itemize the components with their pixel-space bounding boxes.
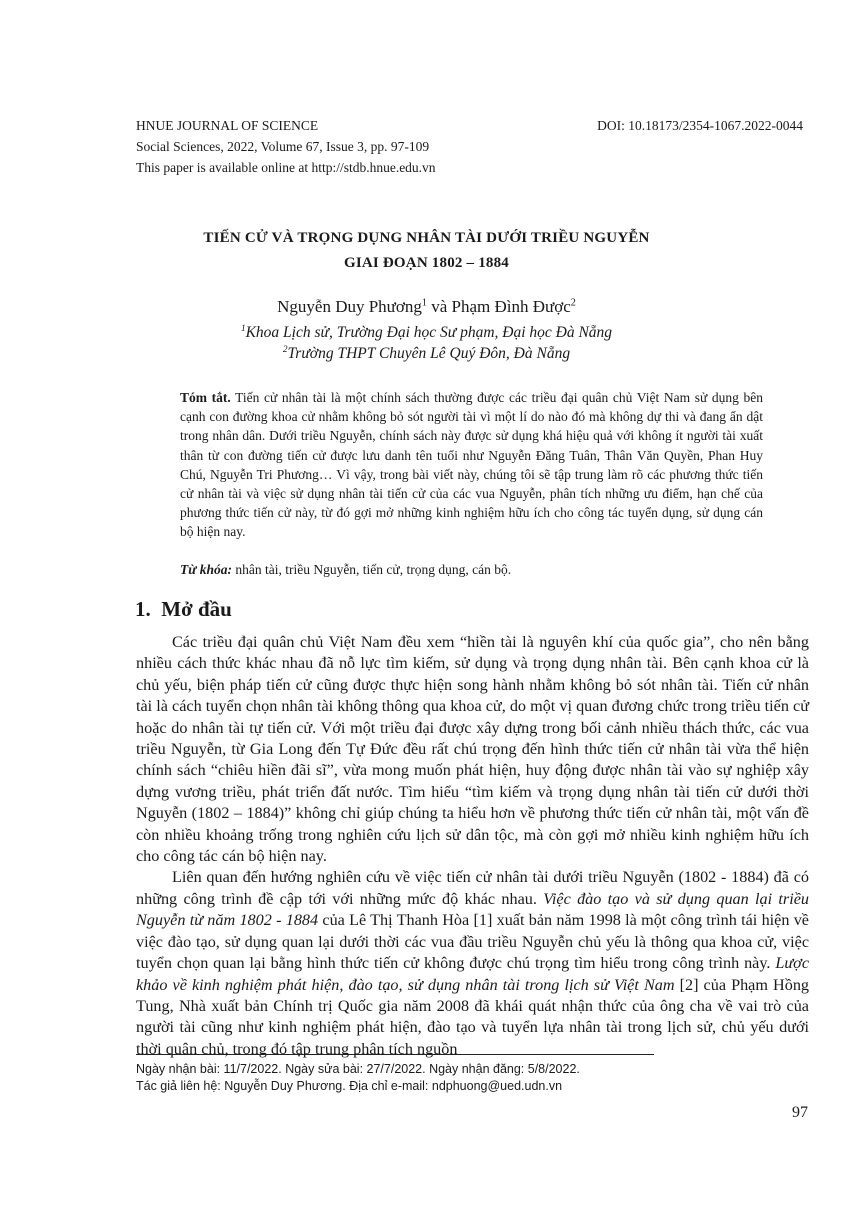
abstract [180,388,763,542]
section-title: Mở đầu [161,597,232,621]
paragraph-2 [136,867,809,1060]
paper-title-line1: TIẾN CỬ VÀ TRỌNG DỤNG NHÂN TÀI DƯỚI TRIỀU NGUYỄN [203,230,650,246]
affiliation-2 [0,345,853,363]
keywords [180,560,763,579]
page-number: 97 [792,1104,808,1121]
affiliation-1 [0,324,853,342]
footnote-contact: Tác giả liên hệ: Nguyễn Duy Phương. Địa chỉ e-mail: ndphuong@ued.udn.vn [136,1079,563,1093]
section-number: 1. [135,597,151,621]
volume-line: Social Sciences, 2022, Volume 67, Issue 3, pp. 97-109 [136,139,430,154]
affiliation-1-text: Khoa Lịch sử, Trường Đại học Sư phạm, Đại học Đà Nẵng [245,324,613,341]
footnote-divider [136,1054,654,1055]
authors [0,297,853,317]
abstract-label: Tóm tắt. [180,390,231,405]
abstract-text: Tiến cử nhân tài là một chính sách thường được các triều đại quân chủ Việt Nam sử dụng bên cạnh con đường khoa cử nhằm không bỏ sót người tài vì một lí do nào đó mà không dự thi và đang ẩn dật trong nhân dân. Dưới triều Nguyễn, chính sách này được sử dụng khá hiệu quả với không ít người tài xuất thân từ con đường tiến cử được lưu danh tên tuổi như Nguyễn Đăng Tuân, Thân Văn Quyền, Phan Huy Chú, Nguyễn Tri Phương… Vì vậy, trong bài viết này, chúng tôi sẽ tập trung làm rõ các phương thức tiến cử nhân tài và việc sử dụng nhân tài tiến cử của các vua Nguyễn, phân tích những ưu điểm, hạn chế của phương thức tiến cử này, từ đó gợi mở những kinh nghiệm hữu ích cho công tác tuyển dụng, sử dụng cán bộ hiện nay. [180,390,763,540]
author-1: Nguyễn Duy Phương [277,297,422,316]
body-text [136,632,809,1060]
paragraph-2-part: của Lê Thị Thanh Hòa [1] xuất bản năm 1998 là một công trình tái hiện về việc đào tạo, sử dụng quan lại dưới thời các vua đầu triều Nguyễn chủ yếu là thông qua khoa cử, việc tuyển chọn quan lại bằng hình thức tiến cử không được chú trọng tìm hiểu trong công trình này. [136,911,809,973]
affiliation-2-text: Trường THPT Chuyên Lê Quý Đôn, Đà Nẵng [287,345,571,362]
keywords-text: nhân tài, triều Nguyễn, tiến cử, trọng dụng, cán bộ. [231,562,512,577]
journal-name: HNUE JOURNAL OF SCIENCE [136,118,319,133]
author-2-affil-mark: 2 [570,297,576,309]
online-line: This paper is available online at http://stdb.hnue.edu.vn [136,160,436,175]
paper-title-line2: GIAI ĐOẠN 1802 – 1884 [343,255,510,271]
author-2: Phạm Đình Được [451,297,571,316]
cited-work-title: Lược khảo về kinh nghiệm phát hiện, đào tạo, sử dụng nhân tài trong lịch sử Việt Nam [136,954,809,994]
author-connector: và [426,297,452,316]
paragraph-1: Các triều đại quân chủ Việt Nam đều xem “hiền tài là nguyên khí của quốc gia”, cho nên bằng nhiều cách thức khác nhau đã nỗ lực tìm kiếm, sử dụng và trọng dụng nhân tài. Bên cạnh khoa cử là chủ yếu, biện pháp tiến cử cũng được thực hiện song hành nhằm không bỏ sót nhân tài. Tiến cử nhân tài là cách tuyển chọn nhân tài không thông qua khoa cử, do một vị quan đương chức trong triều tiến cử hoặc do nhân tài tự tiến cử. Với một triều đại được xây dựng trong bối cảnh nhiều thách thức, các vua triều Nguyễn, từ Gia Long đến Tự Đức đều rất chú trọng đến hình thức tiến cử nhân tài vừa thể hiện chính sách “chiêu hiền đãi sĩ”, vừa mong muốn phát hiện, huy động được nhân tài vào sự nghiệp xây dựng vương triều, phát triển đất nước. Tìm hiểu “tìm kiếm và trọng dụng nhân tài tiến cử dưới thời Nguyễn (1802 – 1884)” không chỉ giúp chúng ta hiểu hơn về phương thức tiến cử nhân tài, một vấn đề còn nhiều khoảng trống trong nghiên cứu lịch sử dân tộc, mà còn gợi mở nhiều kinh nghiệm hữu ích cho công tác cán bộ hiện nay. [136,633,809,866]
footnote-dates: Ngày nhận bài: 11/7/2022. Ngày sửa bài: 27/7/2022. Ngày nhận đăng: 5/8/2022. [136,1062,580,1076]
section-heading [135,597,232,622]
doi: DOI: 10.18173/2354-1067.2022-0044 [597,118,803,133]
affiliation-2-mark: 2 [282,344,288,355]
author-1-affil-mark: 1 [421,297,427,309]
affiliation-1-mark: 1 [240,323,246,334]
cited-work-title: Việc đào tạo và sử dụng quan lại triều Nguyễn từ năm 1802 - 1884 [136,889,809,930]
paragraph-2-part: [2] của Phạm Hồng Tung, Nhà xuất bản Chính trị Quốc gia năm 2008 đã khái quát nhận thức của ông cha về vai trò của người tài cũng như kinh nghiệm phát hiện, đào tạo và tuyển lựa nhân tài trong lịch sử, chủ yếu dưới thời quân chủ, trong đó tập trung phân tích nguồn [136,975,810,1058]
keywords-label: Từ khóa: [180,562,232,577]
paragraph-2-part: Liên quan đến hướng nghiên cứu về việc tiến cử nhân tài dưới triều Nguyễn (1802 - 1884) đã có những công trình đề cập tới với những mức độ khác nhau. [136,868,809,908]
